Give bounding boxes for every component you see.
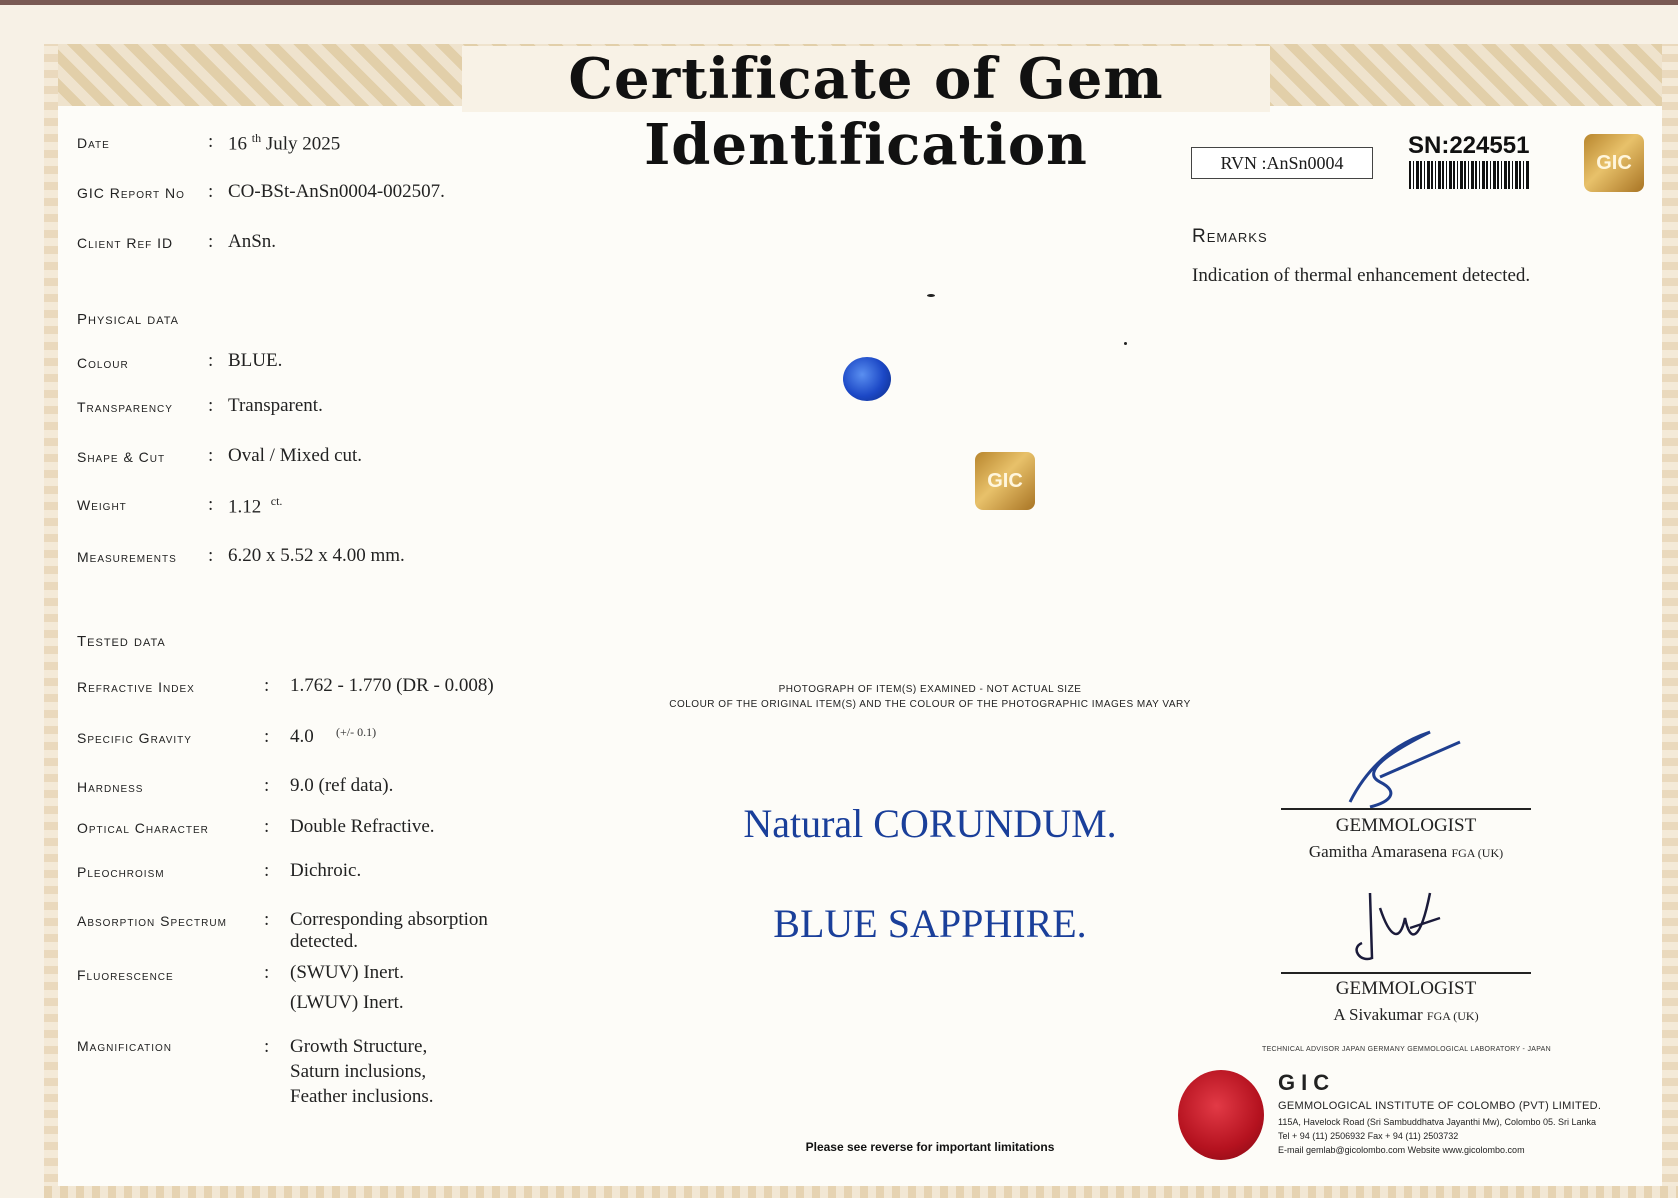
colon: : (208, 181, 214, 202)
fluorescence-swuv: (SWUV) Inert. (290, 962, 404, 983)
date-day: 16 (228, 133, 247, 155)
institute-phone: Tel + 94 (11) 2506932 Fax + 94 (11) 2503732 (1278, 1131, 1459, 1141)
result-species: Natural CORUNDUM. (743, 801, 1117, 846)
border-left (44, 44, 58, 1198)
barcode-icon (1409, 161, 1529, 189)
signature-line-2 (1281, 972, 1531, 974)
institute-address: 115A, Havelock Road (Sri Sambuddhatva Jayanthi Mw), Colombo 05. Sri Lanka (1278, 1117, 1596, 1127)
weight-number: 1.12 (228, 496, 262, 518)
colon: : (208, 231, 214, 252)
signature-line-1 (1281, 808, 1531, 810)
result-variety: BLUE SAPPHIRE. (773, 901, 1087, 946)
report-number: CO-BSt-AnSn0004-002507. (228, 181, 445, 202)
colon: : (208, 395, 214, 416)
ri-label: Refractive Index (77, 679, 195, 695)
date-suffix: th (251, 131, 262, 145)
photo-note-1: PHOTOGRAPH OF ITEM(S) EXAMINED - NOT ACTUAL SIZE (778, 684, 1082, 695)
weight-unit: ct. (270, 494, 283, 508)
transparency-label: Transparency (77, 399, 173, 415)
border-right (1662, 44, 1678, 1198)
date-value (228, 131, 340, 155)
wax-seal-icon (1178, 1070, 1264, 1160)
colour-label: Colour (77, 355, 129, 371)
top-edge (0, 0, 1678, 5)
absorption-value: Corresponding absorption (290, 909, 488, 930)
colon: : (208, 131, 214, 152)
client-label: Client Ref ID (77, 235, 174, 251)
colon: : (208, 350, 214, 371)
weight-value (228, 494, 282, 518)
signature-2 (1350, 888, 1450, 968)
tested-heading: Tested data (77, 633, 166, 650)
gemmologist-1-name: Gamitha Amarasena (1308, 842, 1448, 861)
rvn-box (1191, 147, 1373, 179)
gemmologist-name-2 (1281, 1005, 1531, 1025)
fluorescence-lwuv: (LWUV) Inert. (290, 992, 404, 1013)
gemstone-photo (843, 357, 891, 401)
report-label: GIC Report No (77, 185, 185, 201)
colon: : (208, 545, 214, 566)
shape-cut-label: Shape & Cut (77, 449, 166, 465)
certificate-title: Certificate of Gem Identification (568, 46, 1164, 178)
absorption-label: Absorption Spectrum (77, 913, 227, 929)
gemmologist-2-qual: FGA (UK) (1426, 1009, 1479, 1023)
speck (927, 294, 935, 297)
magnification-value-3: Feather inclusions. (290, 1086, 434, 1107)
sg-tolerance: (+/- 0.1) (336, 725, 377, 739)
client-ref: AnSn. (228, 231, 277, 252)
ri-value: 1.762 - 1.770 (DR - 0.008) (290, 675, 494, 696)
rvn-value: RVN :AnSn0004 (1220, 153, 1344, 173)
colour-value: BLUE. (228, 350, 283, 371)
gic-hologram-icon (975, 452, 1035, 510)
shape-cut-value: Oval / Mixed cut. (228, 445, 363, 466)
speck (1124, 342, 1127, 345)
hardness-value: 9.0 (ref data). (290, 775, 394, 796)
optical-value: Double Refractive. (290, 816, 435, 837)
colon: : (264, 860, 270, 881)
magnification-label: Magnification (77, 1038, 173, 1054)
sg-value: 4.0 (290, 726, 314, 747)
colon: : (264, 816, 270, 837)
pleochroism-label: Pleochroism (77, 864, 165, 880)
gemmologist-title-1: GEMMOLOGIST (1335, 815, 1477, 836)
institute-name: GEMMOLOGICAL INSTITUTE OF COLOMBO (PVT) LIMITED. (1278, 1100, 1602, 1112)
colon: : (264, 1036, 270, 1057)
sg-label: Specific Gravity (77, 730, 192, 746)
colon: : (264, 909, 270, 930)
transparency-value: Transparent. (228, 395, 323, 416)
colon: : (264, 726, 270, 747)
optical-label: Optical Character (77, 820, 209, 836)
date-month-year: July 2025 (265, 133, 341, 155)
remarks-heading: Remarks (1192, 226, 1268, 247)
hardness-label: Hardness (77, 779, 144, 795)
pleochroism-value: Dichroic. (290, 860, 362, 881)
colon: : (264, 675, 270, 696)
title-plate (462, 46, 1270, 178)
gemmologist-2-name: A Sivakumar (1333, 1005, 1423, 1024)
institute-brand: GIC (1278, 1070, 1336, 1095)
technical-advisor: TECHNICAL ADVISOR JAPAN GERMANY GEMMOLOGICAL LABORATORY - JAPAN (1262, 1046, 1551, 1053)
serial-number: SN:224551 (1408, 132, 1530, 159)
measurements-label: Measurements (77, 549, 177, 565)
absorption-value-2: detected. (290, 931, 359, 952)
fluorescence-label: Fluorescence (77, 967, 174, 983)
colon: : (208, 494, 214, 515)
physical-heading: Physical data (77, 311, 179, 328)
colon: : (264, 962, 270, 983)
gic-hologram-text: GIC (987, 469, 1023, 492)
border-bottom (44, 1186, 1678, 1198)
weight-label: Weight (77, 497, 127, 513)
institute-email: E-mail gemlab@gicolombo.com Website www.gicolombo.com (1278, 1145, 1525, 1155)
colon: : (264, 775, 270, 796)
gemmologist-name-1 (1281, 842, 1531, 862)
measurements-value: 6.20 x 5.52 x 4.00 mm. (228, 545, 405, 566)
gic-logo-text: GIC (1596, 151, 1632, 174)
remarks-text: Indication of thermal enhancement detected. (1192, 265, 1531, 286)
gic-logo-icon (1584, 134, 1644, 192)
gemmologist-title-2: GEMMOLOGIST (1335, 978, 1477, 999)
date-label: Date (77, 135, 110, 151)
signature-1 (1330, 722, 1480, 812)
photo-note-2: COLOUR OF THE ORIGINAL ITEM(S) AND THE COLOUR OF THE PHOTOGRAPHIC IMAGES MAY VARY (669, 699, 1191, 710)
magnification-value-1: Growth Structure, (290, 1036, 428, 1057)
colon: : (208, 445, 214, 466)
limitations-note: Please see reverse for important limitations (805, 1140, 1055, 1154)
gemmologist-1-qual: FGA (UK) (1451, 846, 1504, 860)
magnification-value-2: Saturn inclusions, (290, 1061, 427, 1082)
